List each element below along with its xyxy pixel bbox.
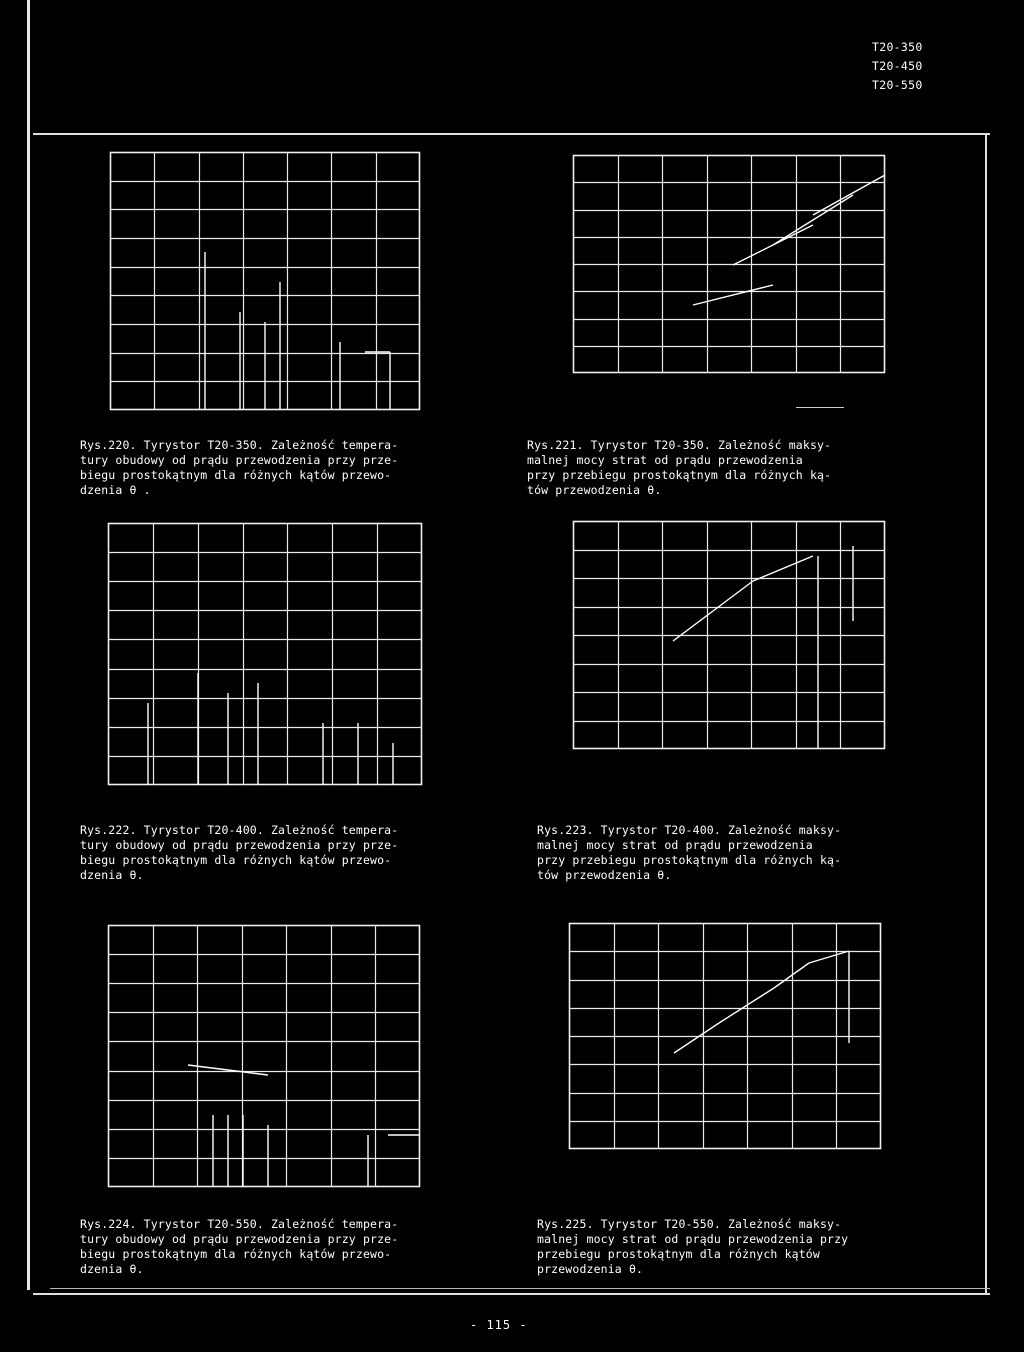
caption-line: Rys.220. Tyrystor T20-350. Zależność tempera- [80,438,399,452]
header-code-2: T20-450 [872,59,923,73]
caption-line: dzenia θ. [80,1262,144,1276]
caption-rys-222 [80,823,398,883]
chart-rys-222 [108,523,422,785]
caption-line: przebiegu prostokątnym dla różnych kątów [537,1247,820,1261]
grid-svg [110,152,420,410]
caption-line: przy przebiegu prostokątnym dla różnych ką- [527,468,832,482]
decorative-dash [796,407,844,408]
grid-svg [573,155,885,373]
grid-frame [109,524,422,785]
caption-line: biegu prostokątnym dla różnych kątów przewo- [80,853,392,867]
caption-line: tów przewodzenia θ. [527,483,662,497]
caption-line: Rys.223. Tyrystor T20-400. Zależność maksy- [537,823,842,837]
caption-rys-221 [527,438,831,498]
chart-rys-224 [108,925,420,1187]
caption-line: Rys.224. Tyrystor T20-550. Zależność tempera- [80,1217,399,1231]
caption-line: malnej mocy strat od prądu przewodzenia przy [537,1232,849,1246]
page-number: - 115 - [470,1318,528,1332]
caption-line: dzenia θ . [80,483,151,497]
caption-line: tury obudowy od prądu przewodzenia przy prze- [80,1232,399,1246]
caption-line: przewodzenia θ. [537,1262,644,1276]
page-edge-line [27,0,30,1290]
caption-line: tury obudowy od prądu przewodzenia przy prze- [80,838,399,852]
caption-line: Rys.225. Tyrystor T20-550. Zależność maksy- [537,1217,842,1231]
faint-curve-fragment [713,581,753,611]
faint-curve-fragment [809,951,849,963]
caption-line: tów przewodzenia θ. [537,868,672,882]
header-type-codes [872,38,923,95]
grid-svg [573,521,885,749]
faint-curve-fragment [813,175,885,215]
caption-rys-225 [537,1217,848,1277]
chart-rys-225 [569,923,881,1149]
header-code-3: T20-550 [872,78,923,92]
caption-line: Rys.222. Tyrystor T20-400. Zależność tempera- [80,823,399,837]
faint-curve-fragment [719,988,774,1023]
grid-frame [109,926,420,1187]
caption-line: malnej mocy strat od prądu przewodzenia [537,838,813,852]
faint-curve-fragment [753,556,813,581]
faint-curve-fragment [674,1023,719,1053]
grid-svg [108,523,422,785]
caption-rys-224 [80,1217,398,1277]
caption-line: dzenia θ. [80,868,144,882]
caption-rys-220 [80,438,398,498]
caption-line: malnej mocy strat od prądu przewodzenia [527,453,803,467]
grid-svg [569,923,881,1149]
frame-top-border [33,133,990,135]
chart-rys-220 [110,152,420,410]
header-code-1: T20-350 [872,40,923,54]
caption-rys-223 [537,823,841,883]
faint-curve-fragment [188,1065,268,1075]
caption-line: Rys.221. Tyrystor T20-350. Zależność maksy- [527,438,832,452]
grid-svg [108,925,420,1187]
chart-rys-221 [573,155,885,373]
frame-bottom-inner-border [50,1288,990,1289]
caption-line: przy przebiegu prostokątnym dla różnych ką- [537,853,842,867]
frame-right-border [985,133,987,1293]
caption-line: tury obudowy od prądu przewodzenia przy prze- [80,453,399,467]
chart-rys-223 [573,521,885,749]
faint-curve-fragment [774,963,809,988]
frame-bottom-border [33,1293,990,1295]
caption-line: biegu prostokątnym dla różnych kątów przewo- [80,1247,392,1261]
faint-curve-fragment [693,285,773,305]
caption-line: biegu prostokątnym dla różnych kątów przewo- [80,468,392,482]
